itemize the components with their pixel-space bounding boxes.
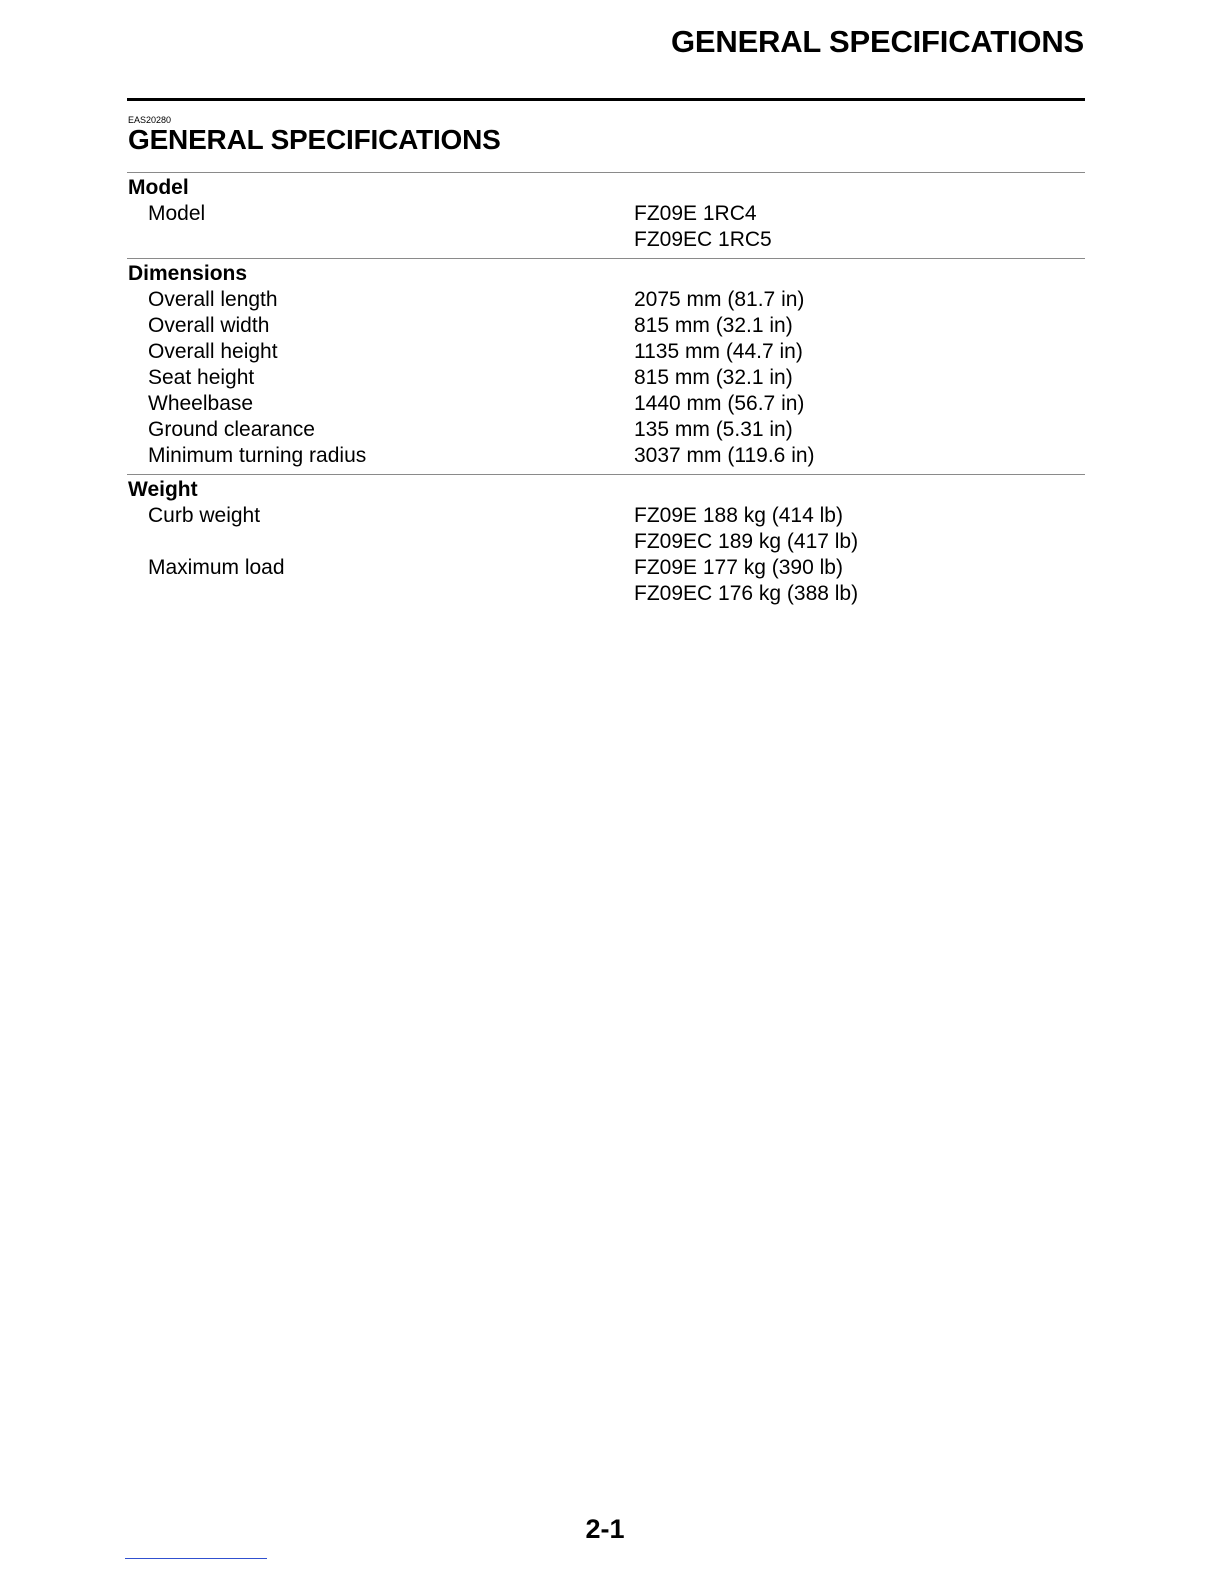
spec-label: Overall height bbox=[148, 340, 278, 363]
spec-value: 1440 mm (56.7 in) bbox=[634, 392, 805, 415]
spec-values bbox=[613, 339, 1085, 365]
spec-values bbox=[613, 201, 1085, 253]
spec-label: Maximum load bbox=[148, 556, 285, 579]
spec-row bbox=[127, 313, 1085, 339]
spec-row bbox=[127, 417, 1085, 443]
section-title: GENERAL SPECIFICATIONS bbox=[128, 124, 501, 155]
spec-label: Wheelbase bbox=[148, 392, 254, 415]
spec-values bbox=[613, 443, 1085, 469]
spec-label: Seat height bbox=[148, 366, 255, 389]
spec-values bbox=[613, 391, 1085, 417]
spec-row bbox=[127, 503, 1085, 555]
spec-row bbox=[127, 443, 1085, 469]
spec-value: FZ09E 177 kg (390 lb) bbox=[634, 556, 843, 579]
spec-label: Curb weight bbox=[148, 504, 261, 527]
spec-values bbox=[613, 555, 1085, 607]
spec-value: FZ09EC 189 kg (417 lb) bbox=[634, 530, 859, 553]
spec-value: 815 mm (32.1 in) bbox=[634, 366, 793, 389]
spec-label: Overall length bbox=[148, 288, 278, 311]
spec-table bbox=[127, 172, 1085, 612]
spec-row bbox=[127, 365, 1085, 391]
running-header-title: GENERAL SPECIFICATIONS bbox=[671, 24, 1084, 59]
spec-value: FZ09E 1RC4 bbox=[634, 202, 757, 225]
spec-label: Ground clearance bbox=[148, 418, 315, 441]
spec-group bbox=[127, 172, 1085, 253]
spec-label: Minimum turning radius bbox=[148, 444, 367, 467]
spec-value: 3037 mm (119.6 in) bbox=[634, 444, 815, 467]
spec-value: 1135 mm (44.7 in) bbox=[634, 340, 803, 363]
header-rule bbox=[127, 98, 1085, 101]
spec-group-name: Dimensions bbox=[128, 262, 248, 285]
spec-row bbox=[127, 287, 1085, 313]
spec-label: Overall width bbox=[148, 314, 270, 337]
footer-link-line[interactable] bbox=[125, 1558, 267, 1559]
spec-row bbox=[127, 555, 1085, 607]
spec-group bbox=[127, 474, 1085, 607]
spec-values bbox=[613, 287, 1085, 313]
spec-values bbox=[613, 313, 1085, 339]
spec-label: Model bbox=[148, 202, 206, 225]
spec-row bbox=[127, 391, 1085, 417]
spec-group-name: Weight bbox=[128, 478, 198, 501]
spec-row bbox=[127, 339, 1085, 365]
spec-values bbox=[613, 503, 1085, 555]
spec-value: FZ09E 188 kg (414 lb) bbox=[634, 504, 843, 527]
spec-group-name: Model bbox=[128, 176, 189, 199]
spec-group bbox=[127, 258, 1085, 469]
spec-row bbox=[127, 201, 1085, 253]
page-number: 2-1 bbox=[585, 1514, 625, 1544]
spec-value: 135 mm (5.31 in) bbox=[634, 418, 793, 441]
spec-value: FZ09EC 1RC5 bbox=[634, 228, 772, 251]
spec-values bbox=[613, 417, 1085, 443]
spec-value: 815 mm (32.1 in) bbox=[634, 314, 793, 337]
spec-values bbox=[613, 365, 1085, 391]
spec-value: FZ09EC 176 kg (388 lb) bbox=[634, 582, 859, 605]
spec-value: 2075 mm (81.7 in) bbox=[634, 288, 805, 311]
section-code: EAS20280 bbox=[128, 115, 172, 125]
